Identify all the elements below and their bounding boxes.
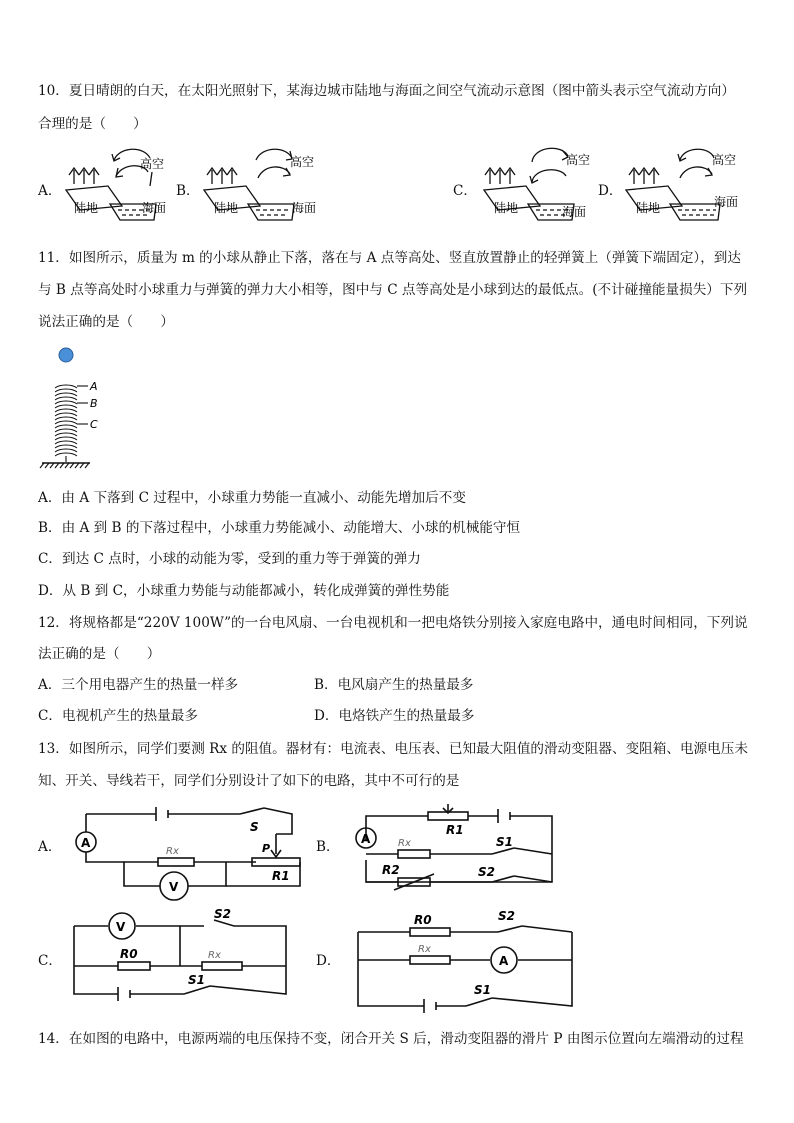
- q12-option-c: C．电视机产生的热量最多: [38, 708, 198, 724]
- p-label: P: [262, 842, 271, 855]
- q13-option-a-letter: A．: [38, 839, 62, 855]
- q10-option-d-diagram: [620, 142, 746, 226]
- q13-circuit-a: [64, 806, 314, 898]
- q11-stem-line1: 11．如图所示，质量为 m 的小球从静止下落，落在与 A 点等高处、竖直放置静止的轻弹簧上（弹簧下端固定），到达: [38, 250, 741, 266]
- q12-stem-line1: 12．将规格都是“220V 100W”的一台电风扇、一台电视机和一把电烙铁分别接入家庭电路中，通电时间相同，下列说: [38, 615, 748, 631]
- q10-option-c-diagram: [476, 142, 596, 226]
- q13-option-c-letter: C．: [38, 953, 62, 969]
- q10-stem-line2: 合理的是（ ）: [38, 116, 147, 132]
- s2-label-d: S2: [498, 909, 515, 923]
- rx-label: Rx: [166, 846, 179, 857]
- point-c-label: C: [90, 418, 98, 431]
- q11-option-c: C．到达 C 点时，小球的动能为零，受到的重力等于弹簧的弹力: [38, 551, 421, 567]
- q11-spring-figure: [38, 344, 128, 470]
- q10-c-sea-label: 海面: [562, 205, 587, 219]
- q10-d-high-label: 高空: [712, 153, 737, 167]
- q10-a-land-label: 陆地: [74, 201, 99, 215]
- ammeter-label-d: A: [499, 954, 509, 968]
- r1-label-b: R1: [446, 823, 464, 837]
- q10-a-high-label: 高空: [140, 157, 165, 171]
- q12-option-b: B．电风扇产生的热量最多: [314, 677, 474, 693]
- rx-label-d: Rx: [418, 944, 431, 955]
- r1-label: R1: [272, 869, 290, 883]
- s1-label-b: S1: [496, 835, 513, 849]
- ammeter-label-b: A: [361, 832, 371, 846]
- q13-stem-line2: 知、开关、导线若干，同学们分别设计了如下的电路，其中不可行的是: [38, 773, 460, 789]
- q10-option-a-diagram: [60, 142, 180, 226]
- q10-b-sea-label: 海面: [292, 201, 317, 215]
- q13-circuit-b: [338, 800, 560, 892]
- q10-b-high-label: 高空: [290, 155, 315, 169]
- s1-label-d: S1: [474, 983, 491, 997]
- q10-d-land-label: 陆地: [636, 201, 661, 215]
- q11-option-b: B．由 A 到 B 的下落过程中，小球重力势能减小、动能增大、小球的机械能守恒: [38, 520, 521, 536]
- s2-label-b: S2: [478, 865, 495, 879]
- q11-option-d: D．从 B 到 C，小球重力势能与动能都减小，转化成弹簧的弹性势能: [38, 583, 450, 599]
- q10-stem-line1: 10．夏日晴朗的白天，在太阳光照射下，某海边城市陆地与海面之间空气流动示意图（图中箭头表示空气流动方向）: [38, 83, 735, 99]
- q12-stem-line2: 法正确的是（ ）: [38, 646, 161, 662]
- voltmeter-label-c: V: [116, 920, 126, 934]
- s1-label-c: S1: [188, 973, 205, 987]
- voltmeter-label: V: [169, 880, 179, 894]
- r0-label-d: R0: [414, 913, 432, 927]
- q10-a-sea-label: 海面: [142, 201, 167, 215]
- q10-option-b-diagram: [198, 142, 318, 226]
- q13-stem-line1: 13．如图所示，同学们要测 Rx 的阻值。器材有：电流表、电压表、已知最大阻值的滑动变阻器、变阻箱、电源电压未: [38, 741, 748, 757]
- q10-c-land-label: 陆地: [494, 201, 519, 215]
- r2-label-b: R2: [382, 863, 400, 877]
- rx-label-c: Rx: [208, 950, 221, 961]
- q13-circuit-c: [64, 906, 300, 1002]
- q11-option-a: A．由 A 下落到 C 过程中，小球重力势能一直减小、动能先增加后不变: [38, 490, 466, 506]
- q10-c-high-label: 高空: [566, 153, 591, 167]
- q12-option-d: D．电烙铁产生的热量最多: [314, 708, 475, 724]
- q10-option-c-letter: C．: [453, 183, 477, 199]
- q10-b-land-label: 陆地: [214, 201, 239, 215]
- point-a-label: A: [90, 380, 98, 393]
- falling-ball: [59, 348, 73, 362]
- q14-stem-line1: 14．在如图的电路中，电源两端的电压保持不变，闭合开关 S 后，滑动变阻器的滑片 P 由图示位置向左端滑动的过程: [38, 1031, 744, 1047]
- point-b-label: B: [90, 397, 98, 410]
- q13-option-b-letter: B．: [316, 839, 340, 855]
- q11-stem-line2: 与 B 点等高处时小球重力与弹簧的弹力大小相等，图中与 C 点等高处是小球到达的最低点。(不计碰撞能量损失）下列: [38, 282, 748, 298]
- ammeter-label: A: [81, 836, 91, 850]
- q10-option-a-letter: A．: [38, 183, 62, 199]
- s2-label-c: S2: [214, 907, 231, 921]
- q12-option-a: A．三个用电器产生的热量一样多: [38, 677, 239, 693]
- r0-label-c: R0: [120, 947, 138, 961]
- rx-label-b: Rx: [398, 838, 411, 849]
- q13-circuit-d: [340, 908, 584, 1008]
- switch-s-label: S: [250, 820, 259, 834]
- q10-d-sea-label: 海面: [714, 195, 739, 209]
- q11-stem-line3: 说法正确的是（ ）: [38, 314, 174, 330]
- q13-option-d-letter: D．: [316, 953, 341, 969]
- q10-option-b-letter: B．: [176, 183, 200, 199]
- q10-option-d-letter: D．: [598, 183, 623, 199]
